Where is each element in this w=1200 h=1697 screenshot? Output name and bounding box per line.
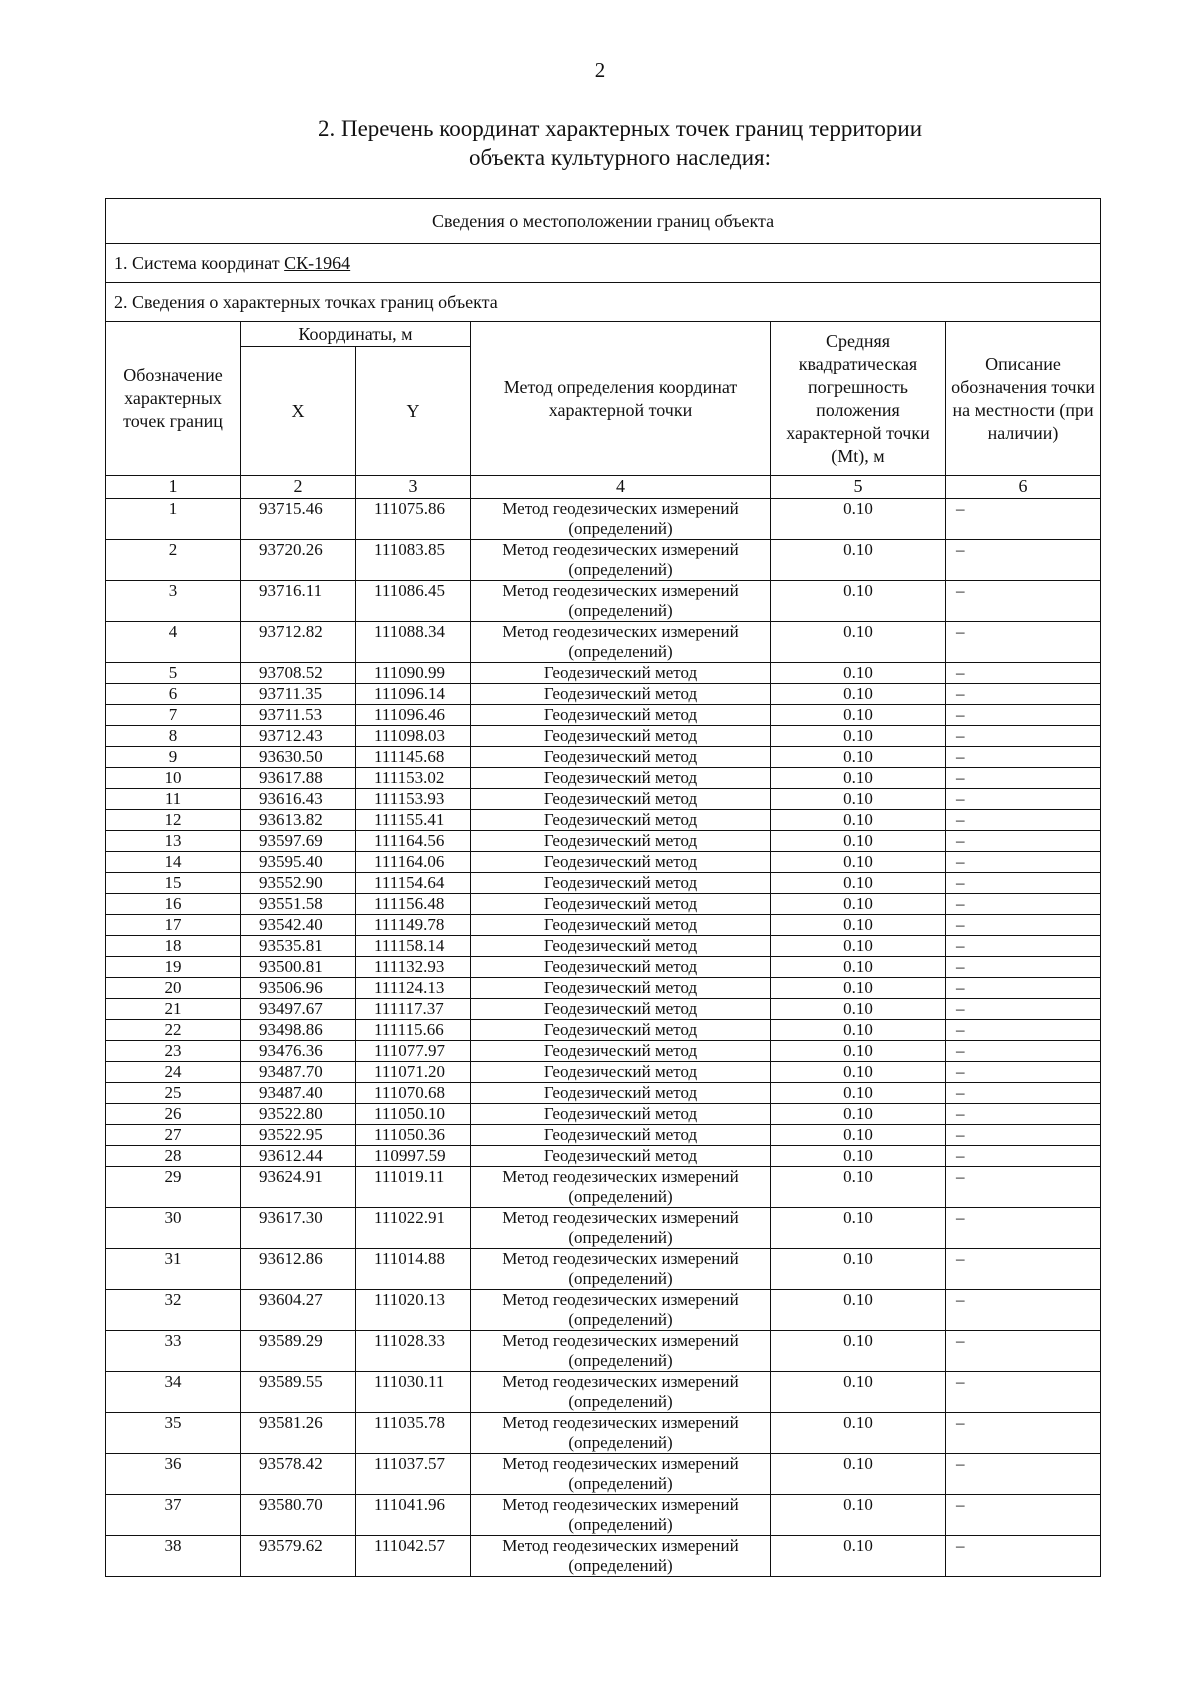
point-x: 93498.86 bbox=[241, 1020, 356, 1041]
table-row bbox=[106, 1167, 1101, 1208]
point-method: Метод геодезических измерений (определений) bbox=[471, 540, 771, 581]
table-row bbox=[106, 581, 1101, 622]
table-row bbox=[106, 726, 1101, 747]
table-row bbox=[106, 1495, 1101, 1536]
point-method: Метод геодезических измерений (определений) bbox=[471, 1454, 771, 1495]
point-y: 111050.10 bbox=[356, 1104, 471, 1125]
point-error: 0.10 bbox=[771, 1125, 946, 1146]
coordinates-table bbox=[105, 198, 1101, 1577]
point-error: 0.10 bbox=[771, 540, 946, 581]
point-description: – bbox=[946, 1331, 1101, 1372]
point-number: 35 bbox=[106, 1413, 241, 1454]
point-method: Геодезический метод bbox=[471, 789, 771, 810]
point-y: 111096.14 bbox=[356, 684, 471, 705]
point-y: 111154.64 bbox=[356, 873, 471, 894]
point-description: – bbox=[946, 684, 1101, 705]
table-row bbox=[106, 1041, 1101, 1062]
point-description: – bbox=[946, 1454, 1101, 1495]
point-x: 93497.67 bbox=[241, 999, 356, 1020]
table-row bbox=[106, 747, 1101, 768]
point-x: 93476.36 bbox=[241, 1041, 356, 1062]
point-number: 10 bbox=[106, 768, 241, 789]
point-error: 0.10 bbox=[771, 957, 946, 978]
point-number: 14 bbox=[106, 852, 241, 873]
point-y: 111090.99 bbox=[356, 663, 471, 684]
point-description: – bbox=[946, 915, 1101, 936]
point-error: 0.10 bbox=[771, 768, 946, 789]
point-y: 111014.88 bbox=[356, 1249, 471, 1290]
point-x: 93535.81 bbox=[241, 936, 356, 957]
point-number: 37 bbox=[106, 1495, 241, 1536]
point-description: – bbox=[946, 999, 1101, 1020]
point-description: – bbox=[946, 1167, 1101, 1208]
table-row bbox=[106, 936, 1101, 957]
point-method: Геодезический метод bbox=[471, 957, 771, 978]
table-row bbox=[106, 705, 1101, 726]
document-title bbox=[200, 114, 1040, 172]
point-method: Метод геодезических измерений (определений) bbox=[471, 1249, 771, 1290]
point-y: 111030.11 bbox=[356, 1372, 471, 1413]
point-y: 111083.85 bbox=[356, 540, 471, 581]
point-number: 4 bbox=[106, 622, 241, 663]
point-method: Геодезический метод bbox=[471, 936, 771, 957]
point-number: 12 bbox=[106, 810, 241, 831]
point-number: 34 bbox=[106, 1372, 241, 1413]
header-error: Средняя квадратическая погрешность положения характерной точки (Mt), м bbox=[771, 322, 946, 476]
table-row bbox=[106, 684, 1101, 705]
header-method: Метод определения координат характерной точки bbox=[471, 322, 771, 476]
point-x: 93487.70 bbox=[241, 1062, 356, 1083]
point-x: 93712.43 bbox=[241, 726, 356, 747]
point-y: 111037.57 bbox=[356, 1454, 471, 1495]
point-method: Геодезический метод bbox=[471, 1083, 771, 1104]
point-method: Геодезический метод bbox=[471, 1041, 771, 1062]
point-x: 93613.82 bbox=[241, 810, 356, 831]
point-error: 0.10 bbox=[771, 1249, 946, 1290]
point-number: 15 bbox=[106, 873, 241, 894]
point-method: Геодезический метод bbox=[471, 1125, 771, 1146]
point-number: 30 bbox=[106, 1208, 241, 1249]
point-y: 111096.46 bbox=[356, 705, 471, 726]
table-row bbox=[106, 1125, 1101, 1146]
point-error: 0.10 bbox=[771, 810, 946, 831]
point-y: 111075.86 bbox=[356, 499, 471, 540]
point-number: 2 bbox=[106, 540, 241, 581]
point-method: Геодезический метод bbox=[471, 1020, 771, 1041]
point-error: 0.10 bbox=[771, 726, 946, 747]
point-y: 111028.33 bbox=[356, 1331, 471, 1372]
point-description: – bbox=[946, 1413, 1101, 1454]
point-error: 0.10 bbox=[771, 789, 946, 810]
point-description: – bbox=[946, 810, 1101, 831]
point-description: – bbox=[946, 1104, 1101, 1125]
point-y: 111145.68 bbox=[356, 747, 471, 768]
point-x: 93522.95 bbox=[241, 1125, 356, 1146]
point-method: Геодезический метод bbox=[471, 999, 771, 1020]
point-error: 0.10 bbox=[771, 894, 946, 915]
point-error: 0.10 bbox=[771, 915, 946, 936]
point-number: 25 bbox=[106, 1083, 241, 1104]
point-y: 111124.13 bbox=[356, 978, 471, 999]
table-row bbox=[106, 999, 1101, 1020]
header-x: X bbox=[241, 347, 356, 476]
point-description: – bbox=[946, 1041, 1101, 1062]
point-method: Метод геодезических измерений (определений) bbox=[471, 499, 771, 540]
point-method: Метод геодезических измерений (определений) bbox=[471, 1290, 771, 1331]
point-error: 0.10 bbox=[771, 1104, 946, 1125]
point-x: 93589.29 bbox=[241, 1331, 356, 1372]
point-description: – bbox=[946, 622, 1101, 663]
point-description: – bbox=[946, 1125, 1101, 1146]
point-error: 0.10 bbox=[771, 1495, 946, 1536]
header-description: Описание обозначения точки на местности (при наличии) bbox=[946, 322, 1101, 476]
table-row bbox=[106, 894, 1101, 915]
point-error: 0.10 bbox=[771, 684, 946, 705]
table-row bbox=[106, 1104, 1101, 1125]
table-row bbox=[106, 852, 1101, 873]
point-description: – bbox=[946, 1020, 1101, 1041]
point-description: – bbox=[946, 873, 1101, 894]
point-error: 0.10 bbox=[771, 1083, 946, 1104]
table-row bbox=[106, 622, 1101, 663]
point-number: 5 bbox=[106, 663, 241, 684]
point-number: 26 bbox=[106, 1104, 241, 1125]
point-method: Геодезический метод bbox=[471, 768, 771, 789]
point-error: 0.10 bbox=[771, 1020, 946, 1041]
point-number: 29 bbox=[106, 1167, 241, 1208]
point-x: 93542.40 bbox=[241, 915, 356, 936]
point-number: 31 bbox=[106, 1249, 241, 1290]
point-method: Метод геодезических измерений (определений) bbox=[471, 1331, 771, 1372]
point-description: – bbox=[946, 747, 1101, 768]
point-method: Метод геодезических измерений (определений) bbox=[471, 581, 771, 622]
point-error: 0.10 bbox=[771, 1167, 946, 1208]
point-number: 24 bbox=[106, 1062, 241, 1083]
point-x: 93616.43 bbox=[241, 789, 356, 810]
point-description: – bbox=[946, 852, 1101, 873]
header-designation: Обозначение характерных точек границ bbox=[106, 322, 241, 476]
table-row bbox=[106, 1208, 1101, 1249]
point-y: 111149.78 bbox=[356, 915, 471, 936]
point-y: 111164.06 bbox=[356, 852, 471, 873]
point-x: 93716.11 bbox=[241, 581, 356, 622]
header-coordinates: Координаты, м bbox=[241, 322, 471, 347]
point-description: – bbox=[946, 1083, 1101, 1104]
table-row bbox=[106, 978, 1101, 999]
point-x: 93715.46 bbox=[241, 499, 356, 540]
point-x: 93624.91 bbox=[241, 1167, 356, 1208]
points-section-label: 2. Сведения о характерных точках границ объекта bbox=[106, 283, 1101, 322]
point-number: 17 bbox=[106, 915, 241, 936]
table-row bbox=[106, 1372, 1101, 1413]
point-number: 22 bbox=[106, 1020, 241, 1041]
point-number: 3 bbox=[106, 581, 241, 622]
column-number: 1 bbox=[106, 476, 241, 499]
table-row bbox=[106, 663, 1101, 684]
point-error: 0.10 bbox=[771, 1372, 946, 1413]
point-description: – bbox=[946, 1536, 1101, 1577]
point-x: 93597.69 bbox=[241, 831, 356, 852]
point-description: – bbox=[946, 1372, 1101, 1413]
table-row bbox=[106, 1454, 1101, 1495]
point-error: 0.10 bbox=[771, 581, 946, 622]
point-y: 111041.96 bbox=[356, 1495, 471, 1536]
point-number: 21 bbox=[106, 999, 241, 1020]
point-y: 111132.93 bbox=[356, 957, 471, 978]
table-row bbox=[106, 810, 1101, 831]
point-description: – bbox=[946, 894, 1101, 915]
point-error: 0.10 bbox=[771, 1290, 946, 1331]
point-method: Геодезический метод bbox=[471, 915, 771, 936]
point-error: 0.10 bbox=[771, 1208, 946, 1249]
table-row bbox=[106, 1062, 1101, 1083]
point-error: 0.10 bbox=[771, 1536, 946, 1577]
point-description: – bbox=[946, 831, 1101, 852]
point-method: Геодезический метод bbox=[471, 1104, 771, 1125]
point-error: 0.10 bbox=[771, 1454, 946, 1495]
point-description: – bbox=[946, 978, 1101, 999]
table-row bbox=[106, 789, 1101, 810]
point-y: 111070.68 bbox=[356, 1083, 471, 1104]
point-error: 0.10 bbox=[771, 1041, 946, 1062]
table-row bbox=[106, 540, 1101, 581]
point-number: 8 bbox=[106, 726, 241, 747]
point-method: Метод геодезических измерений (определений) bbox=[471, 1413, 771, 1454]
point-method: Геодезический метод bbox=[471, 684, 771, 705]
table-row bbox=[106, 1290, 1101, 1331]
point-error: 0.10 bbox=[771, 831, 946, 852]
point-description: – bbox=[946, 1062, 1101, 1083]
point-number: 19 bbox=[106, 957, 241, 978]
table-row bbox=[106, 915, 1101, 936]
point-error: 0.10 bbox=[771, 622, 946, 663]
point-x: 93711.35 bbox=[241, 684, 356, 705]
point-error: 0.10 bbox=[771, 873, 946, 894]
point-y: 111117.37 bbox=[356, 999, 471, 1020]
point-x: 93500.81 bbox=[241, 957, 356, 978]
point-x: 93552.90 bbox=[241, 873, 356, 894]
table-row bbox=[106, 1146, 1101, 1167]
point-number: 27 bbox=[106, 1125, 241, 1146]
page-number: 2 bbox=[594, 58, 606, 82]
table-row bbox=[106, 1083, 1101, 1104]
point-number: 18 bbox=[106, 936, 241, 957]
point-error: 0.10 bbox=[771, 936, 946, 957]
point-number: 33 bbox=[106, 1331, 241, 1372]
point-y: 111156.48 bbox=[356, 894, 471, 915]
point-x: 93708.52 bbox=[241, 663, 356, 684]
table-row bbox=[106, 1331, 1101, 1372]
point-number: 32 bbox=[106, 1290, 241, 1331]
column-number: 4 bbox=[471, 476, 771, 499]
point-y: 111086.45 bbox=[356, 581, 471, 622]
point-description: – bbox=[946, 499, 1101, 540]
point-y: 111077.97 bbox=[356, 1041, 471, 1062]
point-x: 93720.26 bbox=[241, 540, 356, 581]
point-description: – bbox=[946, 1146, 1101, 1167]
point-x: 93630.50 bbox=[241, 747, 356, 768]
point-y: 111022.91 bbox=[356, 1208, 471, 1249]
point-x: 93551.58 bbox=[241, 894, 356, 915]
point-number: 23 bbox=[106, 1041, 241, 1062]
point-number: 38 bbox=[106, 1536, 241, 1577]
point-x: 93589.55 bbox=[241, 1372, 356, 1413]
point-description: – bbox=[946, 726, 1101, 747]
point-y: 111019.11 bbox=[356, 1167, 471, 1208]
point-error: 0.10 bbox=[771, 1146, 946, 1167]
point-description: – bbox=[946, 768, 1101, 789]
table-row bbox=[106, 873, 1101, 894]
point-error: 0.10 bbox=[771, 747, 946, 768]
coordinate-system-value: СК-1964 bbox=[284, 252, 351, 273]
point-method: Геодезический метод bbox=[471, 831, 771, 852]
table-row bbox=[106, 831, 1101, 852]
point-x: 93595.40 bbox=[241, 852, 356, 873]
point-error: 0.10 bbox=[771, 705, 946, 726]
point-error: 0.10 bbox=[771, 1413, 946, 1454]
point-y: 111098.03 bbox=[356, 726, 471, 747]
point-method: Метод геодезических измерений (определений) bbox=[471, 1372, 771, 1413]
table-row bbox=[106, 768, 1101, 789]
point-method: Метод геодезических измерений (определений) bbox=[471, 622, 771, 663]
point-number: 36 bbox=[106, 1454, 241, 1495]
point-number: 28 bbox=[106, 1146, 241, 1167]
column-number: 5 bbox=[771, 476, 946, 499]
table-row bbox=[106, 957, 1101, 978]
coordinate-system-row bbox=[106, 244, 1101, 283]
point-y: 111153.93 bbox=[356, 789, 471, 810]
point-y: 111158.14 bbox=[356, 936, 471, 957]
point-x: 93712.82 bbox=[241, 622, 356, 663]
point-error: 0.10 bbox=[771, 663, 946, 684]
point-x: 93578.42 bbox=[241, 1454, 356, 1495]
point-x: 93617.30 bbox=[241, 1208, 356, 1249]
point-number: 7 bbox=[106, 705, 241, 726]
point-error: 0.10 bbox=[771, 978, 946, 999]
point-x: 93580.70 bbox=[241, 1495, 356, 1536]
point-description: – bbox=[946, 1208, 1101, 1249]
point-number: 9 bbox=[106, 747, 241, 768]
title-line-2: объекта культурного наследия: bbox=[468, 145, 772, 170]
point-number: 16 bbox=[106, 894, 241, 915]
point-y: 111115.66 bbox=[356, 1020, 471, 1041]
column-number: 2 bbox=[241, 476, 356, 499]
coordinate-system-label: 1. Система координат bbox=[114, 252, 285, 273]
point-description: – bbox=[946, 540, 1101, 581]
point-error: 0.10 bbox=[771, 1062, 946, 1083]
point-x: 93612.44 bbox=[241, 1146, 356, 1167]
point-description: – bbox=[946, 1249, 1101, 1290]
point-y: 111050.36 bbox=[356, 1125, 471, 1146]
table-row bbox=[106, 499, 1101, 540]
point-description: – bbox=[946, 936, 1101, 957]
point-method: Геодезический метод bbox=[471, 747, 771, 768]
point-x: 93581.26 bbox=[241, 1413, 356, 1454]
point-number: 11 bbox=[106, 789, 241, 810]
point-method: Геодезический метод bbox=[471, 663, 771, 684]
point-method: Геодезический метод bbox=[471, 810, 771, 831]
point-x: 93579.62 bbox=[241, 1536, 356, 1577]
point-x: 93522.80 bbox=[241, 1104, 356, 1125]
column-number: 6 bbox=[946, 476, 1101, 499]
point-description: – bbox=[946, 663, 1101, 684]
point-method: Геодезический метод bbox=[471, 705, 771, 726]
point-x: 93612.86 bbox=[241, 1249, 356, 1290]
point-error: 0.10 bbox=[771, 852, 946, 873]
point-method: Геодезический метод bbox=[471, 1062, 771, 1083]
point-method: Метод геодезических измерений (определений) bbox=[471, 1208, 771, 1249]
point-number: 20 bbox=[106, 978, 241, 999]
point-method: Метод геодезических измерений (определений) bbox=[471, 1495, 771, 1536]
point-y: 111088.34 bbox=[356, 622, 471, 663]
header-y: Y bbox=[356, 347, 471, 476]
table-row bbox=[106, 1536, 1101, 1577]
point-y: 111020.13 bbox=[356, 1290, 471, 1331]
point-x: 93711.53 bbox=[241, 705, 356, 726]
point-method: Метод геодезических измерений (определений) bbox=[471, 1536, 771, 1577]
table-row bbox=[106, 1020, 1101, 1041]
point-method: Геодезический метод bbox=[471, 894, 771, 915]
point-y: 111153.02 bbox=[356, 768, 471, 789]
point-y: 111164.56 bbox=[356, 831, 471, 852]
title-line-1: 2. Перечень координат характерных точек границ территории bbox=[317, 116, 923, 141]
point-number: 13 bbox=[106, 831, 241, 852]
table-banner: Сведения о местоположении границ объекта bbox=[106, 199, 1101, 244]
point-error: 0.10 bbox=[771, 999, 946, 1020]
point-x: 93506.96 bbox=[241, 978, 356, 999]
point-y: 111155.41 bbox=[356, 810, 471, 831]
point-number: 6 bbox=[106, 684, 241, 705]
point-y: 111071.20 bbox=[356, 1062, 471, 1083]
point-number: 1 bbox=[106, 499, 241, 540]
point-x: 93617.88 bbox=[241, 768, 356, 789]
point-y: 110997.59 bbox=[356, 1146, 471, 1167]
column-number: 3 bbox=[356, 476, 471, 499]
point-method: Геодезический метод bbox=[471, 1146, 771, 1167]
point-description: – bbox=[946, 1290, 1101, 1331]
point-method: Геодезический метод bbox=[471, 726, 771, 747]
point-description: – bbox=[946, 957, 1101, 978]
point-error: 0.10 bbox=[771, 1331, 946, 1372]
table-row bbox=[106, 1413, 1101, 1454]
point-method: Метод геодезических измерений (определений) bbox=[471, 1167, 771, 1208]
point-method: Геодезический метод bbox=[471, 873, 771, 894]
point-description: – bbox=[946, 581, 1101, 622]
point-y: 111042.57 bbox=[356, 1536, 471, 1577]
point-x: 93487.40 bbox=[241, 1083, 356, 1104]
point-y: 111035.78 bbox=[356, 1413, 471, 1454]
point-method: Геодезический метод bbox=[471, 978, 771, 999]
point-description: – bbox=[946, 705, 1101, 726]
table-row bbox=[106, 1249, 1101, 1290]
point-method: Геодезический метод bbox=[471, 852, 771, 873]
point-x: 93604.27 bbox=[241, 1290, 356, 1331]
point-description: – bbox=[946, 1495, 1101, 1536]
point-error: 0.10 bbox=[771, 499, 946, 540]
point-description: – bbox=[946, 789, 1101, 810]
